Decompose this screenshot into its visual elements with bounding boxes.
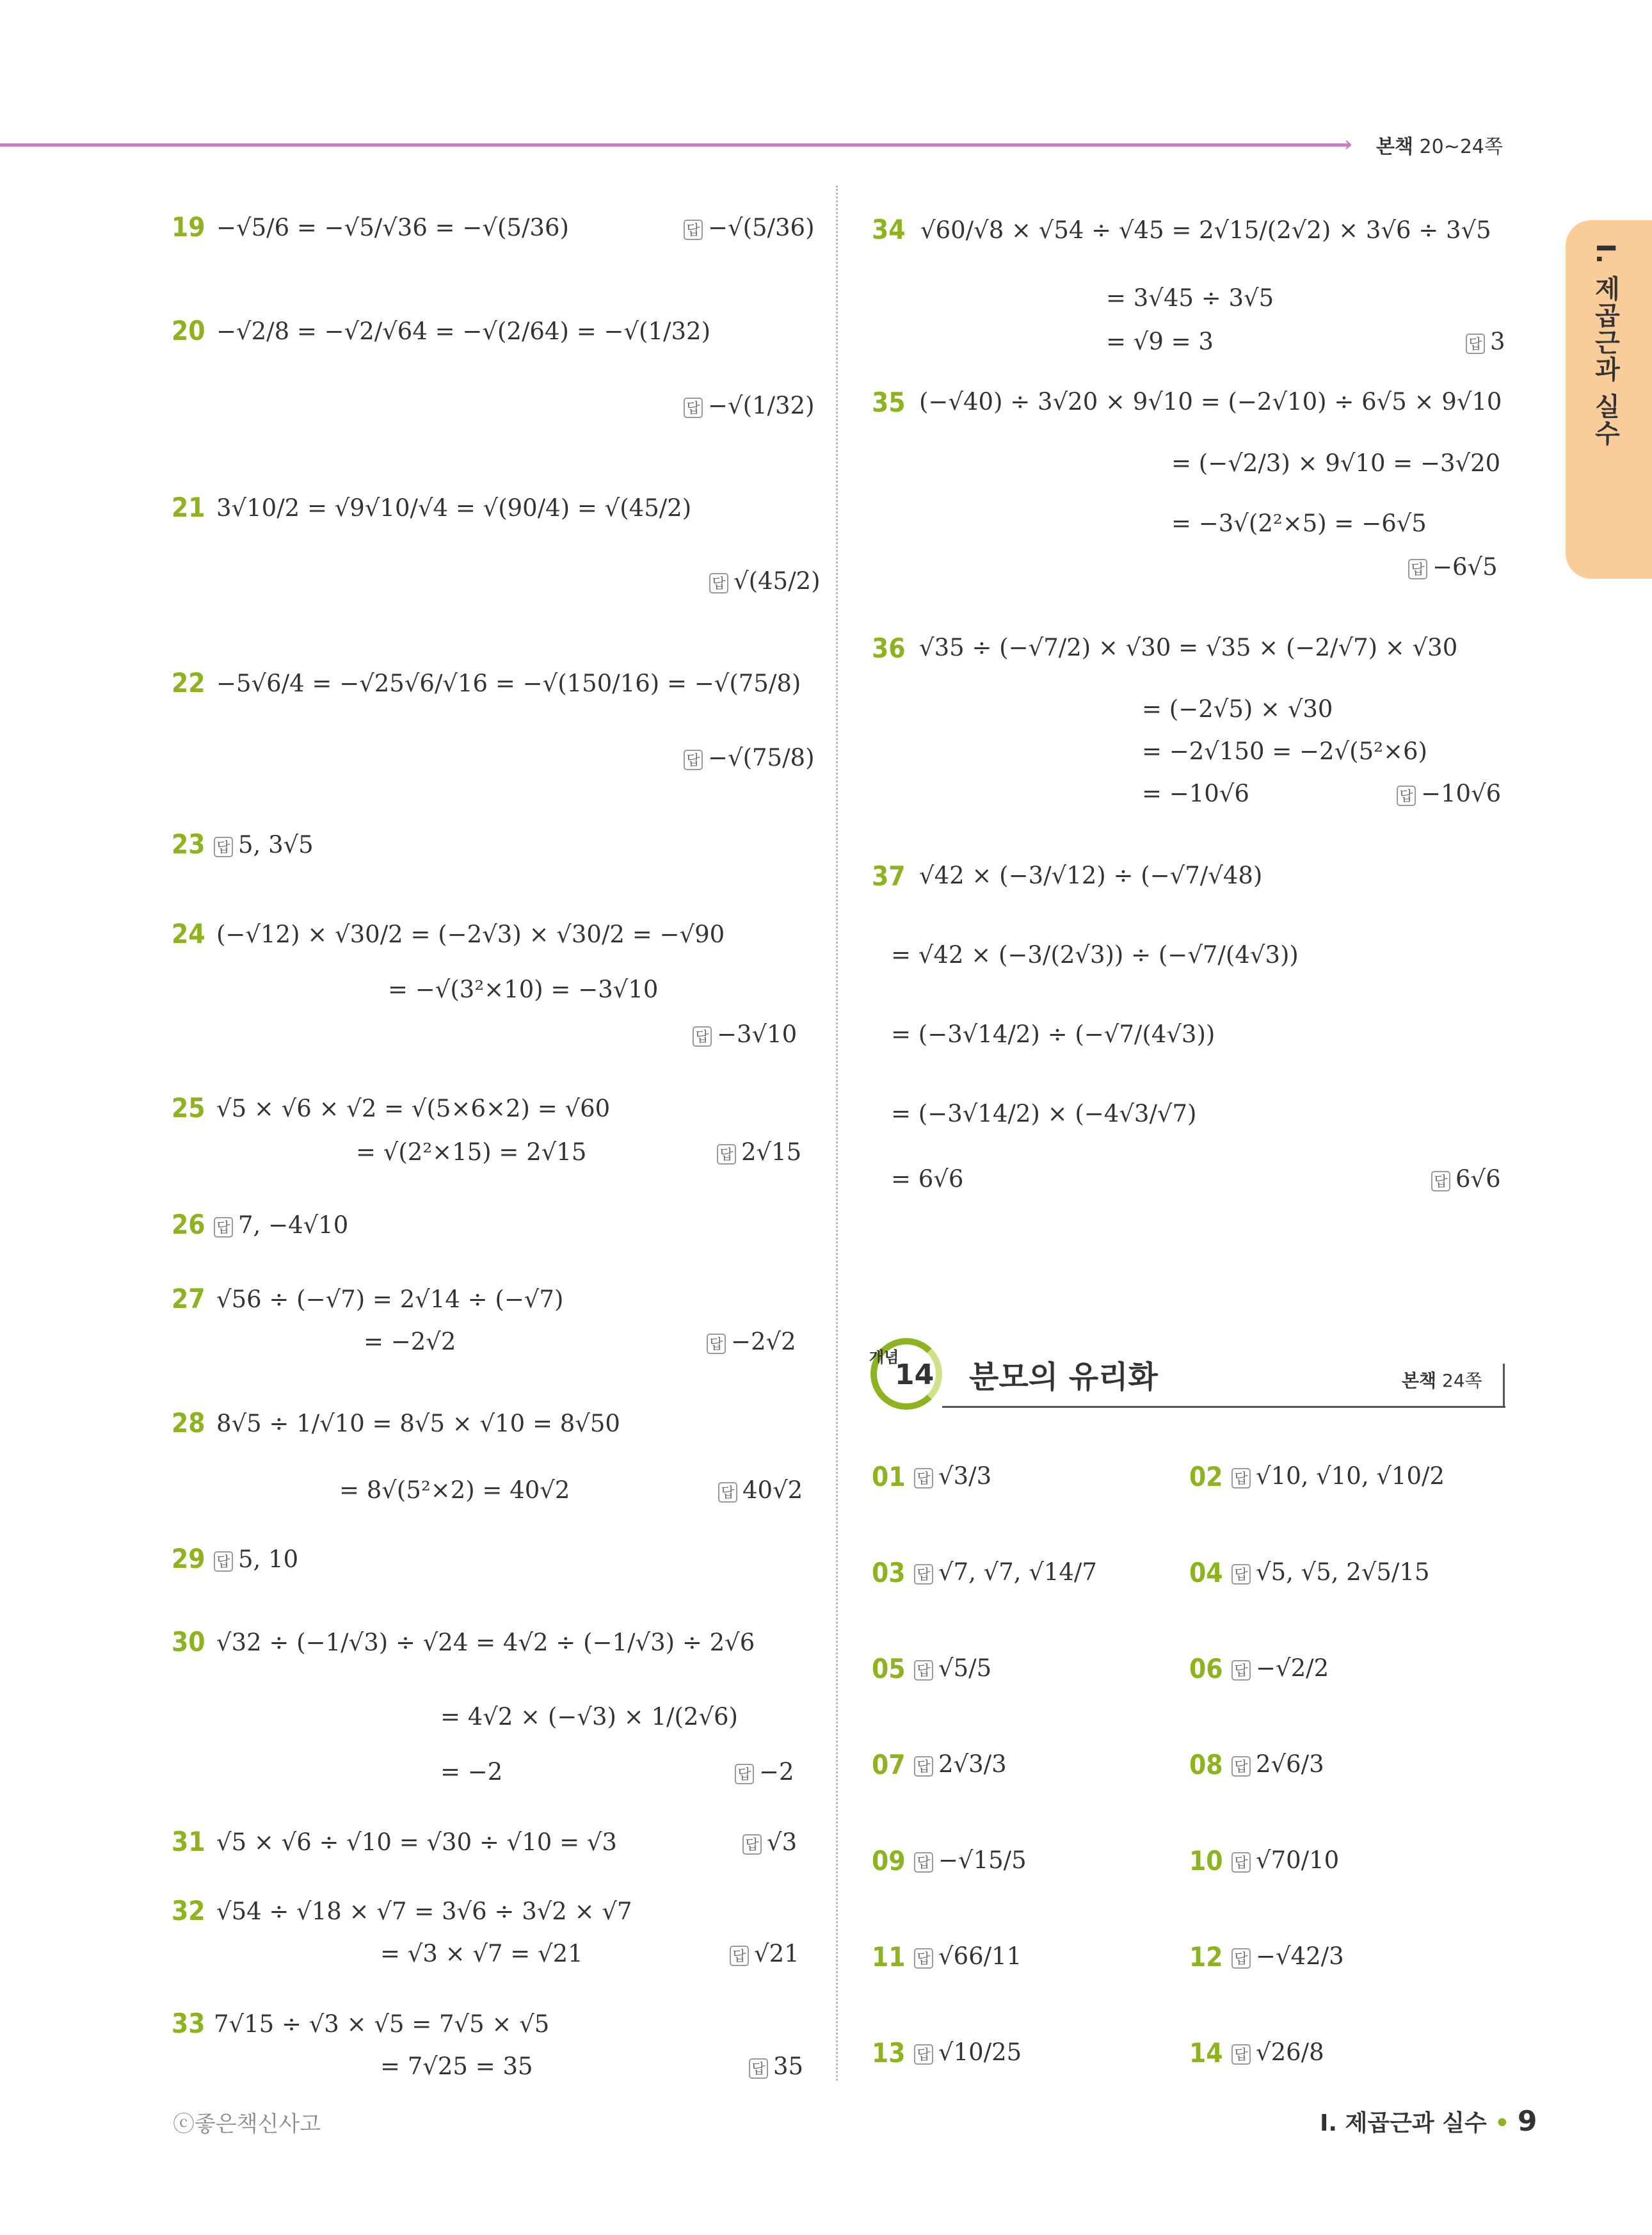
section-rule-end [1503, 1364, 1505, 1408]
publisher-credit: ⓒ좋은책신사고 [173, 2111, 321, 2137]
answer: 답 −2 [735, 1758, 794, 1786]
problem-number: 06 [1189, 1653, 1223, 1684]
answer-mark-icon: 답 [914, 1564, 933, 1585]
solution-line: = 6√6 [891, 1165, 964, 1193]
answer: 답 √10/25 [914, 2038, 1022, 2066]
solution-line: = 7√25 = 35 [380, 2053, 533, 2080]
answer: 답 √66/11 [914, 1942, 1022, 1970]
solution-line: = 8√(5²×2) = 40√2 [339, 1476, 570, 1504]
section-rule [942, 1406, 1505, 1408]
answer-mark-icon: 답 [684, 398, 703, 418]
answer-mark-icon: 답 [1231, 1756, 1251, 1777]
answer-mark-icon: 답 [914, 1756, 933, 1777]
page-footer: I. 제곱근과 실수 • 9 [1320, 2105, 1537, 2138]
chapter-tab-label: I. 제곱근과 실수 [1591, 243, 1620, 447]
solution-line: √56 ÷ (−√7) = 2√14 ÷ (−√7) [216, 1286, 564, 1313]
answer-mark-icon: 답 [1231, 1948, 1251, 1969]
concept-number: 14 [895, 1359, 934, 1391]
solution-line: (−√40) ÷ 3√20 × 9√10 = (−2√10) ÷ 6√5 × 9√10 [919, 388, 1502, 416]
solution-line: = √3 × √7 = √21 [380, 1940, 583, 1967]
solution-line: √5 × √6 ÷ √10 = √30 ÷ √10 = √3 [216, 1828, 617, 1856]
solution-line: = √9 = 3 [1106, 328, 1214, 355]
problem-number: 04 [1189, 1557, 1223, 1588]
answer: 답 5, 3√5 [214, 831, 314, 859]
answer-mark-icon: 답 [1397, 786, 1416, 806]
answer: 답 40√2 [718, 1476, 803, 1504]
answer-mark-icon: 답 [1231, 1564, 1251, 1585]
solution-line: = −2 [440, 1758, 503, 1786]
answer: 답 2√6/3 [1231, 1750, 1324, 1778]
concept-label: 개념 [869, 1348, 899, 1366]
answer-mark-icon: 답 [1231, 1468, 1251, 1489]
solution-line: −5√6/4 = −√25√6/√16 = −√(150/16) = −√(75/8) [216, 670, 801, 697]
answer: 답 √70/10 [1231, 1846, 1339, 1874]
answer-mark-icon: 답 [914, 2044, 933, 2065]
answer: 답 √3/3 [914, 1462, 991, 1490]
problem-number: 25 [172, 1092, 205, 1124]
solution-line: = √42 × (−3/(2√3)) ÷ (−√7/(4√3)) [891, 941, 1299, 969]
answer-mark-icon: 답 [717, 1144, 736, 1165]
answer: 답 −√42/3 [1231, 1942, 1344, 1970]
solution-line: = (−3√14/2) × (−4√3/√7) [891, 1100, 1197, 1127]
answer-mark-icon: 답 [1231, 1660, 1251, 1681]
problem-number: 36 [872, 633, 906, 664]
solution-line: = (−√2/3) × 9√10 = −3√20 [1171, 449, 1501, 477]
problem-number: 02 [1189, 1461, 1223, 1492]
answer-mark-icon: 답 [1408, 559, 1427, 579]
answer: 답 −√(1/32) [684, 392, 815, 419]
problem-number: 07 [872, 1749, 906, 1780]
answer-mark-icon: 답 [749, 2058, 768, 2079]
problem-number: 03 [872, 1557, 906, 1588]
solution-line: √32 ÷ (−1/√3) ÷ √24 = 4√2 ÷ (−1/√3) ÷ 2√6 [216, 1629, 755, 1656]
answer-mark-icon: 답 [1231, 2044, 1251, 2065]
problem-number: 35 [872, 387, 906, 418]
problem-number: 33 [172, 2008, 205, 2039]
answer: 답 √(45/2) [709, 567, 821, 595]
solution-line: −√5/6 = −√5/√36 = −√(5/36) [216, 214, 569, 241]
header-rule [0, 143, 1351, 147]
answer: 답 √3 [742, 1828, 797, 1856]
problem-number: 32 [172, 1895, 205, 1926]
answer: 답 2√3/3 [914, 1750, 1007, 1778]
answer-mark-icon: 답 [693, 1026, 712, 1047]
solution-line: 8√5 ÷ 1/√10 = 8√5 × √10 = 8√50 [216, 1410, 620, 1437]
answer: 답 −√(5/36) [684, 214, 815, 241]
answer-mark-icon: 답 [730, 1946, 749, 1966]
answer: 답 −√15/5 [914, 1846, 1027, 1874]
problem-number: 14 [1189, 2037, 1223, 2069]
problem-number: 08 [1189, 1749, 1223, 1780]
solution-line: √60/√8 × √54 ÷ √45 = 2√15/(2√2) × 3√6 ÷ 3√5 [920, 216, 1491, 244]
answer-mark-icon: 답 [1231, 1852, 1251, 1873]
answer-mark-icon: 답 [684, 220, 703, 240]
answer-mark-icon: 답 [707, 1334, 726, 1354]
answer: 답 −√(75/8) [684, 744, 815, 771]
solution-line: = (−3√14/2) ÷ (−√7/(4√3)) [891, 1021, 1215, 1048]
answer: 답 −6√5 [1408, 553, 1498, 581]
answer-mark-icon: 답 [709, 573, 728, 593]
answer: 답 √5, √5, 2√5/15 [1231, 1558, 1429, 1586]
answer: 답 √26/8 [1231, 2038, 1324, 2066]
problem-number: 05 [872, 1653, 906, 1684]
problem-number: 13 [872, 2037, 906, 2069]
answer: 답 2√15 [717, 1138, 801, 1166]
solution-line: = 3√45 ÷ 3√5 [1106, 284, 1274, 312]
answer: 답 −10√6 [1397, 780, 1501, 807]
answer-mark-icon: 답 [214, 837, 233, 857]
problem-number: 20 [172, 315, 205, 346]
answer-mark-icon: 답 [214, 1551, 233, 1572]
chevron-right-icon: › [1344, 131, 1353, 157]
solution-line: = 4√2 × (−√3) × 1/(2√6) [440, 1703, 738, 1731]
solution-line: = (−2√5) × √30 [1142, 695, 1333, 723]
problem-number: 23 [172, 828, 205, 860]
answer-mark-icon: 답 [1431, 1171, 1450, 1191]
answer: 답 −2√2 [707, 1328, 796, 1355]
solution-line: √42 × (−3/√12) ÷ (−√7/√48) [919, 862, 1263, 889]
problem-number: 12 [1189, 1941, 1223, 1973]
problem-number: 30 [172, 1626, 205, 1658]
answer: 답 7, −4√10 [214, 1211, 348, 1239]
answer: 답 √10, √10, √10/2 [1231, 1462, 1445, 1490]
answer-mark-icon: 답 [214, 1217, 233, 1238]
solution-line: √35 ÷ (−√7/2) × √30 = √35 × (−2/√7) × √30 [919, 634, 1458, 661]
solution-line: √54 ÷ √18 × √7 = 3√6 ÷ 3√2 × √7 [216, 1898, 632, 1925]
answer: 답 35 [749, 2053, 803, 2080]
answer-mark-icon: 답 [735, 1764, 754, 1784]
solution-line: = −2√2 [364, 1328, 456, 1355]
solution-line: = √(2²×15) = 2√15 [356, 1138, 587, 1166]
answer-mark-icon: 답 [914, 1948, 933, 1969]
problem-number: 11 [872, 1941, 906, 1973]
solution-line: = −√(3²×10) = −3√10 [388, 976, 659, 1003]
problem-number: 37 [872, 860, 906, 892]
answer-mark-icon: 답 [914, 1852, 933, 1873]
answer-mark-icon: 답 [742, 1834, 762, 1855]
problem-number: 27 [172, 1283, 205, 1314]
page-number: 9 [1517, 2105, 1537, 2138]
problem-number: 28 [172, 1407, 205, 1439]
answer: 답 √21 [730, 1940, 799, 1967]
problem-number: 19 [172, 211, 205, 243]
answer-mark-icon: 답 [1466, 334, 1485, 354]
problem-number: 22 [172, 667, 205, 698]
answer: 답 √5/5 [914, 1654, 991, 1682]
answer: 답 −3√10 [693, 1021, 797, 1048]
solution-line: (−√12) × √30/2 = (−2√3) × √30/2 = −√90 [216, 921, 725, 948]
column-divider [836, 186, 838, 2081]
problem-number: 10 [1189, 1845, 1223, 1876]
problem-number: 34 [872, 214, 906, 245]
solution-line: = −10√6 [1142, 780, 1249, 807]
header-page-ref: 본책 20~24쪽 [1376, 136, 1503, 158]
problem-number: 29 [172, 1543, 205, 1574]
answer-mark-icon: 답 [718, 1482, 737, 1503]
section-title: 분모의 유리화 [969, 1359, 1158, 1395]
answer: 답 6√6 [1431, 1165, 1501, 1193]
problem-number: 31 [172, 1826, 205, 1857]
solution-line: = −2√150 = −2√(5²×6) [1142, 738, 1427, 765]
answer-mark-icon: 답 [914, 1660, 933, 1681]
answer-mark-icon: 답 [684, 750, 703, 770]
problem-number: 26 [172, 1209, 205, 1240]
problem-number: 09 [872, 1845, 906, 1876]
answer: 답 √7, √7, √14/7 [914, 1558, 1097, 1586]
answer: 답 −√2/2 [1231, 1654, 1329, 1682]
section-page-ref: 본책 24쪽 [1402, 1370, 1482, 1391]
solution-line: = −3√(2²×5) = −6√5 [1171, 510, 1427, 537]
answer: 답 5, 10 [214, 1545, 298, 1573]
problem-number: 01 [872, 1461, 906, 1492]
solution-line: 7√15 ÷ √3 × √5 = 7√5 × √5 [214, 2010, 550, 2038]
problem-number: 21 [172, 492, 205, 523]
solution-line: −√2/8 = −√2/√64 = −√(2/64) = −√(1/32) [216, 318, 711, 345]
answer-mark-icon: 답 [914, 1468, 933, 1489]
solution-line: √5 × √6 × √2 = √(5×6×2) = √60 [216, 1095, 611, 1122]
answer: 답 3 [1466, 328, 1505, 355]
solution-line: 3√10/2 = √9√10/√4 = √(90/4) = √(45/2) [216, 494, 692, 522]
problem-number: 24 [172, 918, 205, 949]
